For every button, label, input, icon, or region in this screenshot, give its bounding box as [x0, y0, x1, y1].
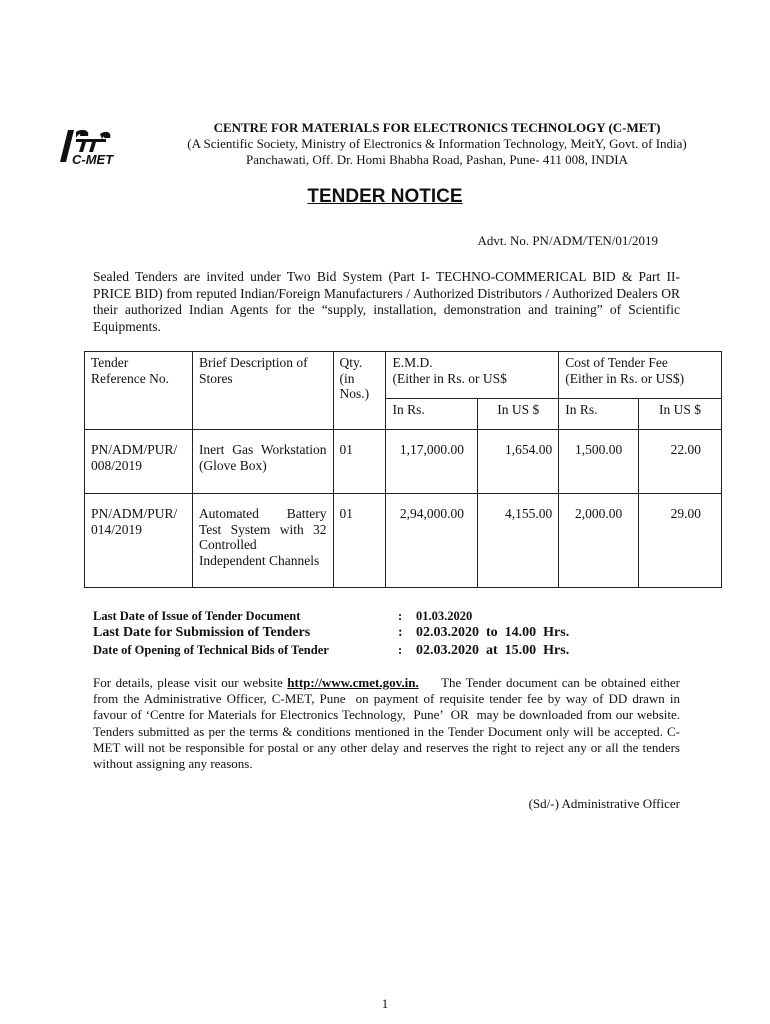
date-label: Date of Opening of Technical Bids of Tender: [93, 643, 329, 657]
cmet-logo: [60, 126, 126, 166]
tender-table: [84, 351, 722, 588]
advertisement-number: Advt. No. PN/ADM/TEN/01/2019: [477, 233, 658, 248]
date-colon: :: [398, 643, 403, 657]
cell-qty: 01: [333, 430, 386, 494]
cell-emd-rs: 2,94,000.00: [386, 494, 478, 588]
date-value: 01.03.2020: [416, 609, 473, 623]
header-emd: [386, 352, 559, 399]
org-name: CENTRE FOR MATERIALS FOR ELECTRONICS TECHNOLOGY (C-MET): [213, 120, 661, 135]
header-fee: [559, 352, 722, 399]
date-colon: :: [398, 609, 403, 623]
details-paragraph: [93, 675, 684, 772]
subheader-fee-us: In US $: [639, 399, 722, 430]
date-label: Last Date of Issue of Tender Document: [93, 609, 301, 623]
cell-emd-rs: 1,17,000.00: [386, 430, 478, 494]
cell-emd-us: 4,155.00: [478, 494, 559, 588]
cell-emd-us: 1,654.00: [478, 430, 559, 494]
cell-fee-us: 22.00: [639, 430, 722, 494]
date-row-opening: [93, 643, 693, 661]
cell-ref: PN/ADM/PUR/ 008/2019: [85, 430, 193, 494]
header-fee-title: Cost of Tender Fee: [565, 355, 668, 370]
org-subtitle: (A Scientific Society, Ministry of Electronics & Information Technology, MeitY, Govt. of India): [187, 136, 687, 151]
subheader-emd-us: In US $: [478, 399, 559, 430]
header-desc: Brief Description of Stores: [192, 352, 333, 430]
cell-qty: 01: [333, 494, 386, 588]
page-title: TENDER NOTICE: [307, 186, 463, 207]
cell-fee-rs: 1,500.00: [559, 430, 639, 494]
table-header-row: [85, 352, 722, 399]
details-text-pre: For details, please visit our website: [93, 675, 288, 690]
table-row: [85, 494, 722, 588]
cell-desc: Inert Gas Workstation (Glove Box): [192, 430, 333, 494]
header-emd-title: E.M.D.: [392, 355, 433, 370]
cell-fee-rs: 2,000.00: [559, 494, 639, 588]
date-label: Last Date for Submission of Tenders: [93, 625, 311, 640]
cell-fee-us: 29.00: [639, 494, 722, 588]
cell-desc: Automated Battery Test System with 32 Controlled Independent Channels: [192, 494, 333, 588]
subheader-emd-rs: In Rs.: [386, 399, 478, 430]
svg-text:C-MET: C-MET: [72, 152, 114, 166]
intro-paragraph: Sealed Tenders are invited under Two Bid System (Part I- TECHNO-COMMERICAL BID & Part II- PRICE BID) from reputed Indian/Foreign Manufacturers / Authorized Distributors / Authorized Dealers OR their authorized Indian Agents for the “supply, installation, demonstration and training” of Scientific Equipments.: [93, 269, 680, 334]
details-text-post: The Tender document can be obtained either from the Administrative Officer, C-MET, Pune on payment of requisite tender fee by way of DD drawn in favour of ‘Centre for Materials for Electronics Technology, Pune’ OR may be downloaded from our website. Tenders submitted as per the terms & conditions mentioned in the Tender Document only will be accepted. C-MET will not be responsible for postal or any other delay and reserves the right to reject any or all the tenders without assigning any reasons.: [93, 675, 684, 772]
signoff: (Sd/-) Administrative Officer: [528, 796, 680, 811]
header-qty: Qty. (in Nos.): [333, 352, 386, 430]
date-colon: :: [398, 625, 403, 640]
date-row-submission: [93, 625, 693, 643]
page-number: 1: [381, 996, 389, 1011]
subheader-fee-rs: In Rs.: [559, 399, 639, 430]
date-value: 02.03.2020 at 15.00 Hrs.: [416, 643, 570, 658]
table-row: [85, 430, 722, 494]
org-address: Panchawati, Off. Dr. Homi Bhabha Road, Pashan, Pune- 411 008, INDIA: [246, 152, 628, 167]
header-ref: Tender Reference No.: [85, 352, 193, 430]
header-emd-sub: (Either in Rs. or US$: [392, 370, 507, 386]
website-link[interactable]: http://www.cmet.gov.in.: [287, 675, 419, 690]
header-fee-sub: (Either in Rs. or US$): [565, 370, 685, 386]
cell-ref: PN/ADM/PUR/ 014/2019: [85, 494, 193, 588]
date-value: 02.03.2020 to 14.00 Hrs.: [416, 625, 570, 640]
